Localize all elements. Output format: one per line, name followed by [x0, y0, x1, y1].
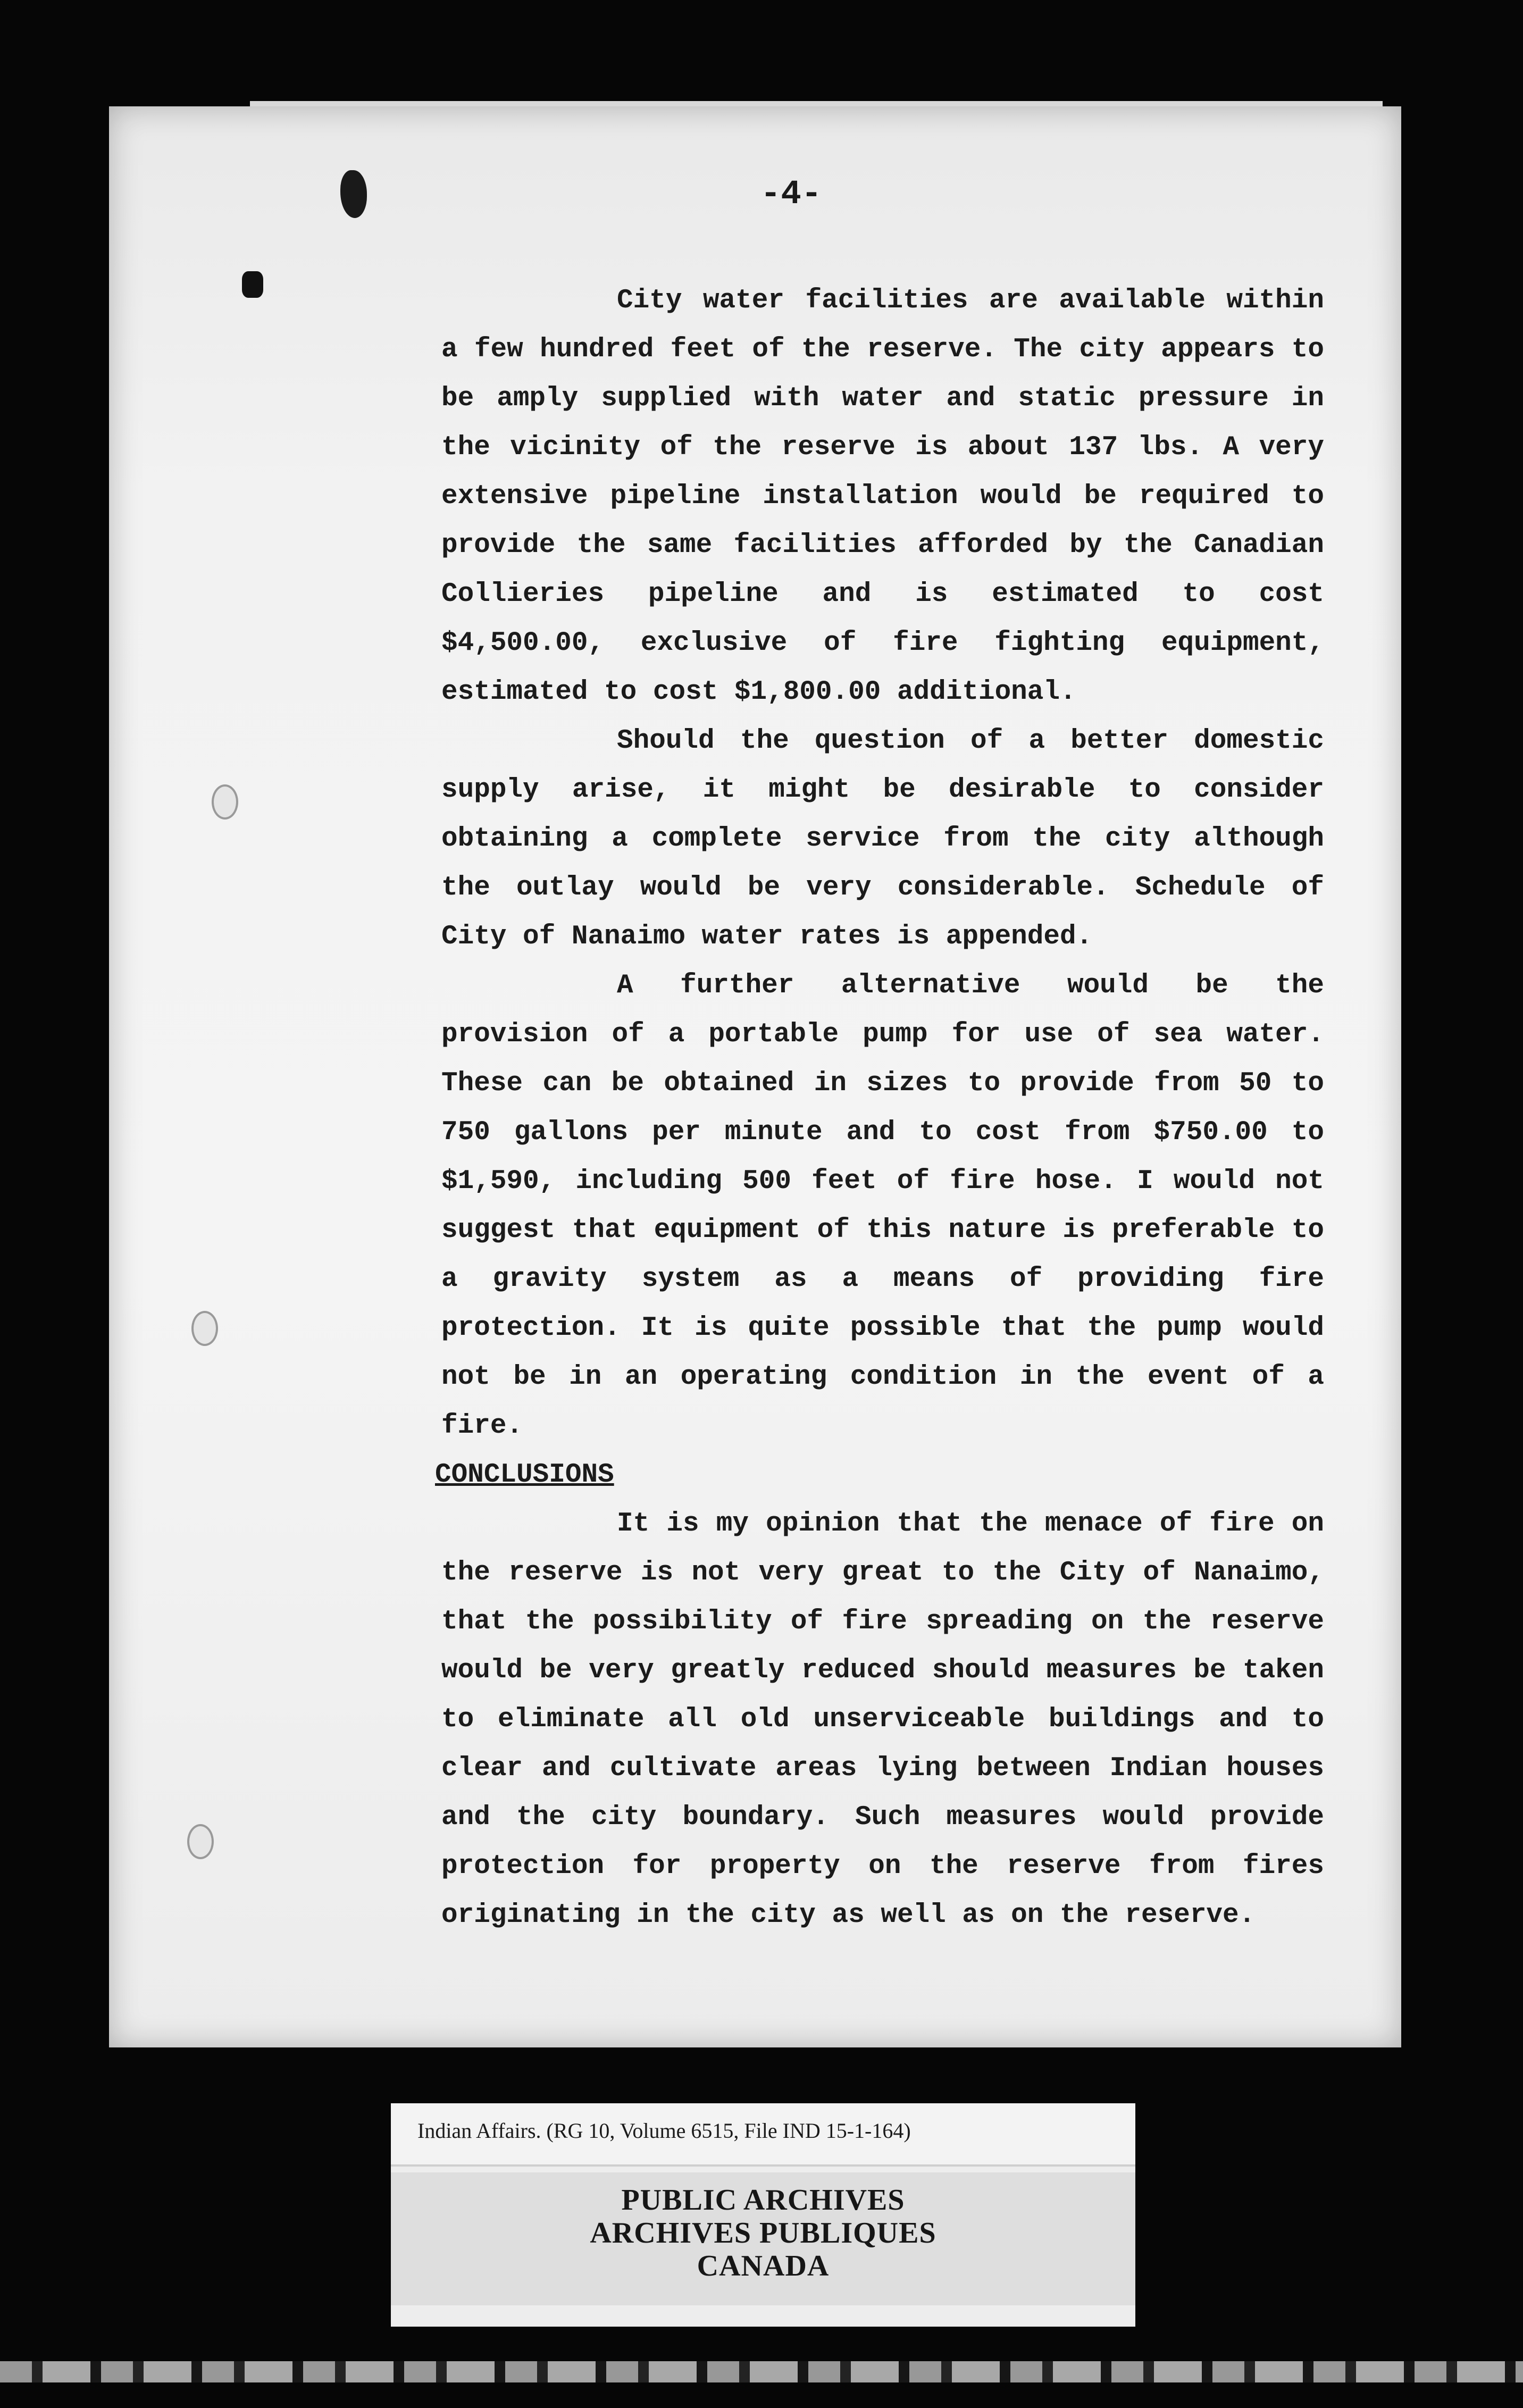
document-body	[435, 277, 1324, 1940]
binder-hole	[187, 1824, 214, 1859]
paragraph-water-facilities: City water facilities are available within a few hundred feet of the reserve. The city appears to be amply supplied with water and static pressure in the vicinity of the reserve is about 137 lbs. A very extensive pipeline installation would be required to provide the same facilities afforded by the Canadian Collieries pipeline and is estimated to cost $4,500.00, exclusive of fire fighting equipment, estimated to cost $1,800.00 additional.	[441, 286, 1324, 707]
section-heading-conclusions: CONCLUSIONS	[435, 1460, 614, 1490]
archive-citation: Indian Affairs. (RG 10, Volume 6515, File IND 15-1-164)	[417, 2119, 911, 2143]
archive-country: CANADA	[697, 2250, 830, 2282]
page-number: -4-	[760, 175, 822, 214]
film-edge-strip	[0, 2361, 1523, 2382]
citation-strip	[391, 2103, 1135, 2167]
paragraph-conclusion: It is my opinion that the menace of fire on the reserve is not very great to the City of Nanaimo, that the possibility of fire spreading on the reserve would be very greatly reduced should measures be taken to eliminate all old unserviceable buildings and to clear and cultivate areas lying between Indian houses and the city boundary. Such measures would provide protection for property on the reserve from fires originating in the city as well as on the reserve.	[441, 1509, 1324, 1930]
binder-hole	[212, 784, 238, 820]
archive-name-french: ARCHIVES PUBLIQUES	[590, 2217, 936, 2250]
archive-label	[391, 2103, 1135, 2327]
archive-name-english: PUBLIC ARCHIVES	[621, 2184, 905, 2217]
ink-mark	[242, 271, 263, 298]
binder-hole	[191, 1311, 218, 1346]
paragraph-portable-pump: A further alternative would be the provision of a portable pump for use of sea water. These can be obtained in sizes to provide from 50 to 750 gallons per minute and to cost from $750.00 to $1,590, including 500 feet of fire hose. I would not suggest that equipment of this nature is preferable to a gravity system as a means of providing fire protection. It is quite possible that the pump would not be in an operating condition in the event of a fire.	[441, 971, 1324, 1441]
paragraph-domestic-supply: Should the question of a better domestic supply arise, it might be desirable to consider obtaining a complete service from the city although the outlay would be very considerable. Schedule of City of Nanaimo water rates is appended.	[441, 726, 1324, 952]
archive-stamp	[391, 2172, 1135, 2305]
